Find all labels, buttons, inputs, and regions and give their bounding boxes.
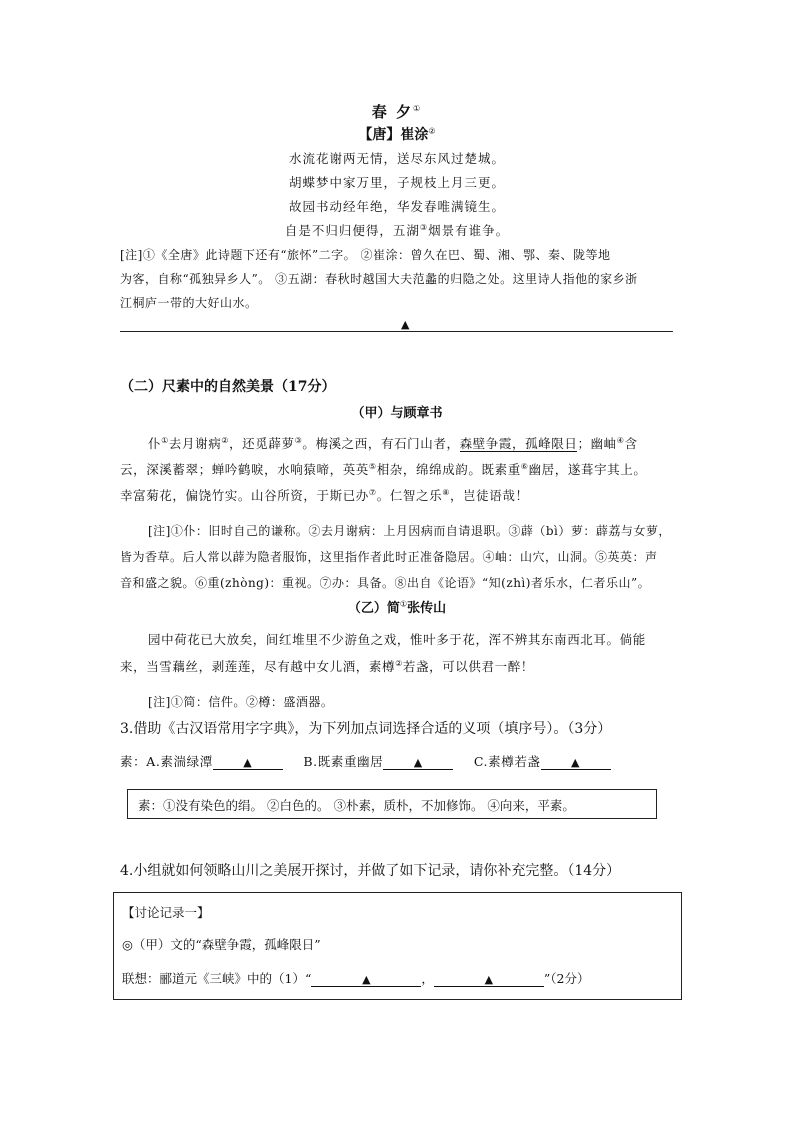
discussion-record-box bbox=[113, 892, 682, 1000]
question-3-prompt: 3.借助《古汉语常用字字典》，为下列加点词选择合适的义项（填序号）。（3分） bbox=[120, 721, 612, 737]
yi-line-1: 园中荷花已大放矣，间红堆里不少游鱼之戏，惟叶多于花，浑不辨其东南西北耳。倘能 bbox=[148, 632, 646, 647]
poem-note-3: 江桐庐一带的大好山水。 bbox=[120, 296, 258, 310]
triangle-icon: ▲ bbox=[484, 973, 494, 986]
definitions-text: 素：①没有染色的绢。 ②白色的。 ③朴素，质朴，不加修饰。 ④向来，平素。 bbox=[138, 798, 575, 813]
poem-line-4: 自是不归归便得，五湖③烟景有谁争。 bbox=[284, 222, 510, 238]
footnote-marker: ① bbox=[413, 104, 423, 113]
question-3-options: 素：A.素湍绿潭 ▲ B.既素重幽居 ▲ C.素樽若盏 ▲ bbox=[120, 752, 611, 770]
poem-note-2: 为客，自称“孤独异乡人”。 ③五湖：春秋时越国大夫范蠡的归隐之处。这里诗人指他的家乡浙 bbox=[120, 272, 638, 286]
poem-author: 【唐】崔涂② bbox=[358, 126, 436, 143]
yi-note: [注]①简：信件。②樽：盛酒器。 bbox=[148, 695, 334, 709]
answer-blank-a[interactable] bbox=[213, 755, 283, 770]
triangle-icon: ▲ bbox=[362, 973, 371, 986]
jia-note-1: [注]①仆：旧时自己的谦称。②去月谢病：上月因病而自请退职。③薜（bì）萝：薜荔与女萝， bbox=[148, 524, 671, 538]
record-title: 【讨论记录一】 bbox=[122, 905, 210, 920]
triangle-icon: ▲ bbox=[243, 756, 253, 769]
jia-note-3: 音和盛之貌。⑥重(zhòng)：重视。⑦办：具备。⑧出自《论语》“知(zhì)者乐水，仁者乐山”。 bbox=[120, 576, 651, 590]
record-item: ◎（甲）文的“森壁争霞，孤峰限日” bbox=[122, 937, 321, 952]
question-4-prompt: 4.小组就如何领略山川之美展开探讨，并做了如下记录，请你补充完整。（14分） bbox=[120, 863, 621, 879]
definitions-box bbox=[127, 789, 657, 819]
poem-title: 春 夕① bbox=[371, 103, 423, 121]
underlined-phrase: 森壁争霞，孤峰限日 bbox=[459, 436, 578, 451]
text-yi-title: （乙）简①张传山 bbox=[347, 599, 447, 616]
answer-blank-b[interactable] bbox=[383, 755, 453, 770]
poem-line-3: 故园书动经年绝，华发春唯满镜生。 bbox=[288, 199, 505, 214]
poem-note-1: [注]①《全唐》此诗题下还有“旅怀”二字。 ②崔涂：曾久在巴、蜀、湘、鄂、秦、陇等地 bbox=[120, 248, 611, 262]
jia-note-2: 皆为香草。后人常以薜为隐者服饰，这里指作者此时正准备隐居。④岫：山穴，山洞。⑤英英：声 bbox=[120, 550, 658, 564]
section-title: （二）尺素中的自然美景（17分） bbox=[120, 379, 336, 395]
poem-line-2: 胡蝶梦中家万里，子规枝上月三更。 bbox=[288, 175, 505, 190]
answer-blank-1[interactable] bbox=[311, 972, 421, 987]
jia-line-2: 云，深溪蓄翠；蝉吟鹤唳，水响猿啼，英英⑤相杂，绵绵成韵。既素重⑥幽居，遂葺宇其上。 bbox=[120, 461, 647, 477]
association-line: 联想：郦道元《三峡》中的（1）“ ▲ ， ▲ ”（2分） bbox=[122, 971, 590, 986]
poem-line-1: 水流花谢两无情，送尽东风过楚城。 bbox=[288, 151, 505, 166]
answer-blank-c[interactable] bbox=[541, 755, 611, 770]
triangle-icon: ▲ bbox=[401, 318, 410, 331]
jia-line-3: 幸富菊花，偏饶竹实。山谷所资，于斯已办⑦。仁智之乐⑧，岂徒语哉！ bbox=[120, 487, 529, 503]
answer-line bbox=[120, 331, 673, 332]
jia-line-1: 仆①去月谢病②，还觅薜萝③。梅溪之西，有石门山者，森壁争霞，孤峰限日；幽岫④含 bbox=[148, 435, 638, 451]
footnote-marker: ② bbox=[428, 126, 436, 136]
answer-blank-2[interactable] bbox=[434, 972, 544, 987]
triangle-icon: ▲ bbox=[571, 756, 581, 769]
text-jia-title: （甲）与顾章书 bbox=[351, 406, 443, 421]
yi-line-2: 来，当雪藕丝，剥莲莲，尽有越中女儿酒，素樽②若盏，可以供君一醉！ bbox=[120, 658, 534, 674]
triangle-icon: ▲ bbox=[413, 756, 423, 769]
